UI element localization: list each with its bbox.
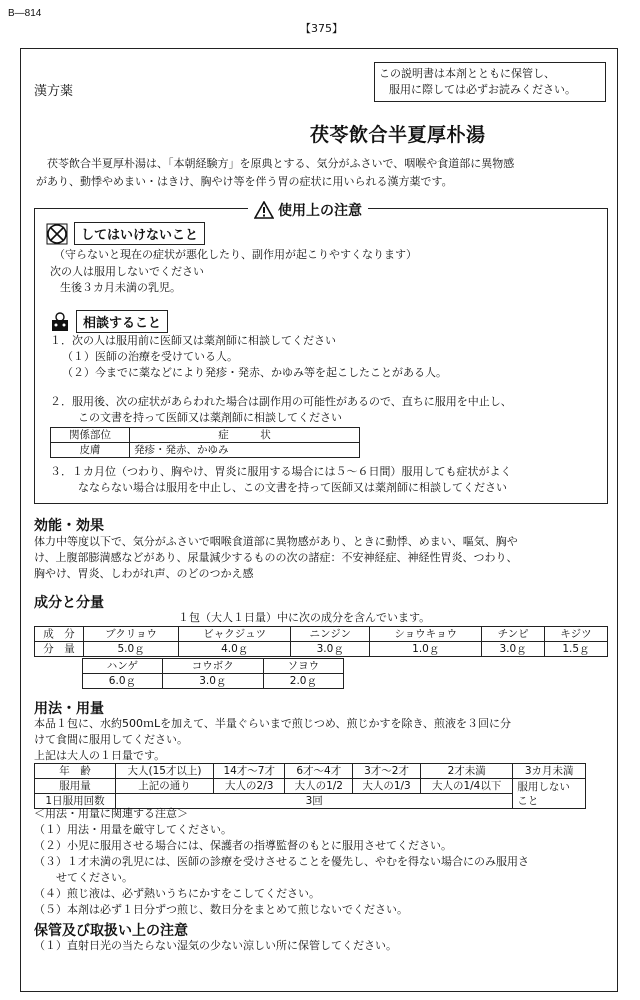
times-cell: 3回: [116, 794, 513, 809]
table-row: [83, 659, 344, 674]
dont-section-header: [46, 222, 205, 245]
ingredients-heading: 成分と分量: [34, 595, 104, 611]
ingredient-amount: 2.0ｇ: [263, 674, 343, 689]
related-heading: ＜用法・用量に関連する注意＞: [34, 807, 188, 820]
ingredient-amount: 4.0ｇ: [179, 642, 291, 657]
dosage-line: けて食間に服用してください。: [34, 733, 188, 746]
consult-label: 相談すること: [76, 310, 168, 333]
ingredient-amount: 3.0ｇ: [291, 642, 370, 657]
ingredient-amount: 6.0ｇ: [83, 674, 163, 689]
document-code: B―814: [8, 8, 42, 19]
table-cell: 年 齢: [35, 764, 116, 779]
ingredient-amount: 1.0ｇ: [370, 642, 482, 657]
dont-note: （守らないと現在の症状が悪化したり、副作用が起こりやすくなります）: [54, 248, 417, 261]
age-cell: 大人(15才以上): [116, 764, 214, 779]
amount-cell: 大人の1/2: [285, 779, 353, 794]
consult-item-3: ３．１カ月位（つわり、胸やけ、胃炎に服用する場合には５～６日間）服用しても症状がよく: [50, 465, 512, 478]
age-cell: 2才未満: [420, 764, 513, 779]
list-item: （４）煎じ液は、必ず熱いうちにかすをこしてください。: [34, 887, 320, 900]
storage-line: （１）直射日光の当たらない湿気の少ない涼しい所に保管してください。: [34, 939, 397, 952]
list-item: （１）用法・用量を厳守してください。: [34, 823, 232, 836]
dont-label: してはいけないこと: [74, 222, 205, 245]
dont-item: 生後３カ月未満の乳児。: [60, 281, 181, 294]
dont-lead: 次の人は服用しないでください: [50, 265, 204, 278]
list-item: （５）本剤は必ず１日分ずつ煎じ、数日分をまとめて煎じないでください。: [34, 903, 408, 916]
ingredients-table-2: [82, 658, 344, 689]
amount-cell: 大人の1/3: [353, 779, 421, 794]
table-cell: 1日服用回数: [35, 794, 116, 809]
dosage-text: [34, 716, 610, 764]
consult-icon: [50, 312, 70, 332]
ingredient-name: ビャクジュツ: [179, 627, 291, 642]
dosage-heading: 用法・用量: [34, 701, 104, 717]
intro-line: があり、動悸やめまい・はきけ、胸やけ等を伴う胃の症状に用いられる漢方薬です。: [36, 175, 453, 188]
dosage-line: 本品１包に、水約500ｍLを加えて、半量ぐらいまで煎じつめ、煎じかすを除き、煎液を３回に分: [34, 717, 512, 730]
list-item: （２）小児に服用させる場合には、保護者の指導監督のもとに服用させてください。: [34, 839, 452, 852]
ingredient-name: コウボク: [162, 659, 263, 674]
ingredient-amount: 3.0ｇ: [162, 674, 263, 689]
ingredient-amount: 3.0ｇ: [482, 642, 544, 657]
intro-paragraph: [36, 155, 606, 191]
age-cell: 6才～4才: [285, 764, 353, 779]
efficacy-line: 胸やけ、胃炎、しわがれ声、のどのつかえ感: [34, 567, 254, 580]
page-number: 【375】: [300, 22, 343, 35]
ingredient-name: ソヨウ: [263, 659, 343, 674]
consult-item-1: １．次の人は服用前に医師又は薬剤師に相談してください: [50, 334, 336, 347]
caution-title: 使用上の注意: [278, 203, 362, 219]
warning-icon: [254, 201, 274, 219]
consult-item-1-sub: （２）今までに薬などにより発疹・発赤、かゆみ等を起こしたことがある人。: [62, 366, 447, 379]
table-header-cell: 関係部位: [51, 428, 130, 443]
notice-line: 服用に際しては必ずお読みください。: [389, 83, 576, 96]
ingredient-name: チンピ: [482, 627, 544, 642]
read-notice-box: [374, 62, 606, 102]
product-title: 茯苓飲合半夏厚朴湯: [310, 124, 486, 146]
dosage-line: 上記は大人の１日量です。: [34, 749, 166, 762]
consult-item-2-cont: この文書を持って医師又は薬剤師に相談してください: [78, 411, 342, 424]
table-cell: 成 分: [35, 627, 84, 642]
age-cell: 14才～7才: [214, 764, 285, 779]
table-header-cell: 症 状: [130, 428, 360, 443]
table-row: [51, 443, 360, 458]
table-cell: 発疹・発赤、かゆみ: [130, 443, 360, 458]
notice-line: この説明書は本剤とともに保管し、: [379, 67, 555, 80]
consult-item-1-sub: （１）医師の治療を受けている人。: [62, 350, 238, 363]
table-row: [51, 428, 360, 443]
efficacy-line: け、上腹部膨満感などがあり、尿量減少するものの次の諸症：不安神経症、神経性胃炎、つわり、: [34, 551, 518, 564]
intro-line: 茯苓飲合半夏厚朴湯は、「本朝経験方」を原典とする、気分がふさいで、咽喉や食道部に異物感: [47, 157, 515, 170]
ingredient-name: ブクリョウ: [84, 627, 179, 642]
table-cell: 服用量: [35, 779, 116, 794]
ingredient-name: ショウキョウ: [370, 627, 482, 642]
related-list: [34, 822, 610, 918]
efficacy-heading: 効能・効果: [34, 518, 104, 534]
table-cell: 皮膚: [51, 443, 130, 458]
storage-heading: 保管及び取扱い上の注意: [34, 923, 188, 939]
table-row: [35, 764, 586, 779]
efficacy-text: [34, 534, 610, 582]
table-row: [35, 779, 586, 794]
ingredient-name: ハンゲ: [83, 659, 163, 674]
ingredient-amount: 1.5ｇ: [544, 642, 607, 657]
category-label: 漢方薬: [34, 84, 74, 99]
ingredient-name: キジツ: [544, 627, 607, 642]
consult-item-3-cont: なならない場合は服用を中止し、この文書を持って医師又は薬剤師に相談してください: [78, 481, 507, 494]
efficacy-line: 体力中等度以下で、気分がふさいで咽喉食道部に異物感があり、ときに動悸、めまい、嘔気、胸や: [34, 535, 518, 548]
table-row: [83, 674, 344, 689]
list-item: せてください。: [34, 871, 133, 884]
amount-cell: 大人の2/3: [214, 779, 285, 794]
amount-cell: 大人の1/4以下: [420, 779, 513, 794]
age-cell: 3才～2才: [353, 764, 421, 779]
list-item: （３）１才未満の乳児には、医師の診療を受けさせることを優先し、やむを得ない場合にのみ服用さ: [34, 855, 529, 868]
side-effect-table: [50, 427, 360, 458]
consult-item-2: ２．服用後、次の症状があらわれた場合は副作用の可能性があるので、直ちに服用を中止し、: [50, 395, 512, 408]
table-row: [35, 642, 608, 657]
caution-heading: [248, 200, 368, 220]
table-cell: 分 量: [35, 642, 84, 657]
consult-section-header: [50, 310, 168, 333]
ingredient-amount: 5.0ｇ: [84, 642, 179, 657]
ingredients-lead: １包（大人１日量）中に次の成分を含んでいます。: [178, 611, 431, 624]
dosage-table: [34, 763, 586, 809]
table-row: [35, 627, 608, 642]
ingredients-table: [34, 626, 608, 657]
ingredient-name: ニンジン: [291, 627, 370, 642]
amount-cell: 上記の通り: [116, 779, 214, 794]
age-cell: 3カ月未満: [513, 764, 586, 779]
no-dose-cell: 服用しない こと: [513, 779, 586, 809]
prohibited-icon: [46, 223, 68, 245]
